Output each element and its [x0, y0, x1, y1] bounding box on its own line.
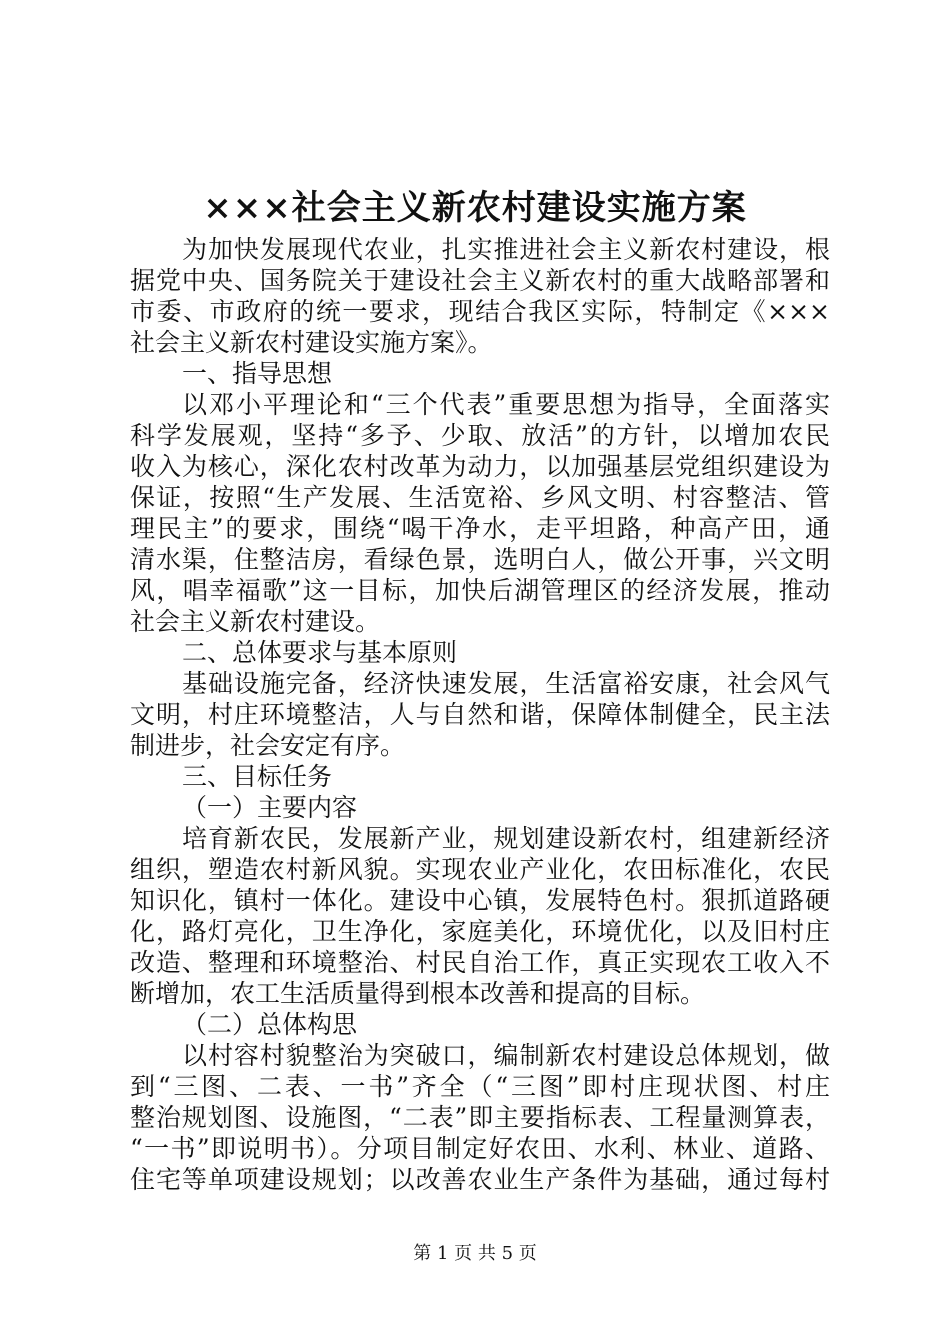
- body-line: 理民主”的要求，围绕“喝干净水，走平坦路，种高产田，通: [130, 514, 830, 543]
- body-line: 保证，按照“生产发展、生活宽裕、乡风文明、村容整洁、管: [130, 483, 830, 512]
- body-line: 基础设施完备，经济快速发展，生活富裕安康，社会风气: [182, 669, 830, 698]
- body-line: 清水渠，住整洁房，看绿色景，选明白人，做公开事，兴文明: [130, 545, 830, 574]
- section-heading: 二、总体要求与基本原则: [182, 638, 458, 667]
- body-line: 社会主义新农村建设。: [130, 607, 381, 636]
- body-line: 整治规划图、设施图，“二表”即主要指标表、工程量测算表，: [130, 1103, 830, 1132]
- body-line: “一书”即说明书）。分项目制定好农田、水利、林业、道路、: [130, 1134, 830, 1163]
- body-line: 社会主义新农村建设实施方案》。: [130, 328, 493, 357]
- body-line: 据党中央、国务院关于建设社会主义新农村的重大战略部署和: [130, 266, 830, 295]
- body-line: 到“三图、二表、一书”齐全（“三图”即村庄现状图、村庄: [130, 1072, 830, 1101]
- body-line: 改造、整理和环境整治、村民自治工作，真正实现农工收入不: [130, 948, 830, 977]
- body-line: 断增加，农工生活质量得到根本改善和提高的目标。: [130, 979, 706, 1008]
- subsection-heading: （一）主要内容: [182, 793, 358, 822]
- body-line: 科学发展观，坚持“多予、少取、放活”的方针，以增加农民: [130, 421, 830, 450]
- body-line: 知识化，镇村一体化。建设中心镇，发展特色村。狠抓道路硬: [130, 886, 830, 915]
- section-heading: 三、目标任务: [182, 762, 333, 791]
- body-line: 化，路灯亮化，卫生净化，家庭美化，环境优化，以及旧村庄: [130, 917, 830, 946]
- body-line: 市委、市政府的统一要求，现结合我区实际，特制定《×××: [130, 297, 830, 326]
- body-line: 文明，村庄环境整洁，人与自然和谐，保障体制健全，民主法: [130, 700, 830, 729]
- body-line: 为加快发展现代农业，扎实推进社会主义新农村建设，根: [182, 235, 830, 264]
- document-title: ×××社会主义新农村建设实施方案: [203, 188, 747, 228]
- body-line: 风，唱幸福歌”这一目标，加快后湖管理区的经济发展，推动: [130, 576, 830, 605]
- section-heading: 一、指导思想: [182, 359, 333, 388]
- body-line: 以邓小平理论和“三个代表”重要思想为指导，全面落实: [182, 390, 830, 419]
- document-body: [130, 234, 830, 1195]
- body-line: 住宅等单项建设规划；以改善农业生产条件为基础，通过每村: [130, 1165, 830, 1194]
- body-line: 制进步，社会安定有序。: [130, 731, 406, 760]
- page-footer: 第 1 页 共 5 页: [413, 1243, 537, 1264]
- body-line: 组织，塑造农村新风貌。实现农业产业化，农田标准化，农民: [130, 855, 830, 884]
- subsection-heading: （二）总体构思: [182, 1010, 358, 1039]
- body-line: 以村容村貌整治为突破口，编制新农村建设总体规划，做: [182, 1041, 830, 1070]
- body-line: 收入为核心，深化农村改革为动力，以加强基层党组织建设为: [130, 452, 830, 481]
- body-line: 培育新农民，发展新产业，规划建设新农村，组建新经济: [182, 824, 830, 853]
